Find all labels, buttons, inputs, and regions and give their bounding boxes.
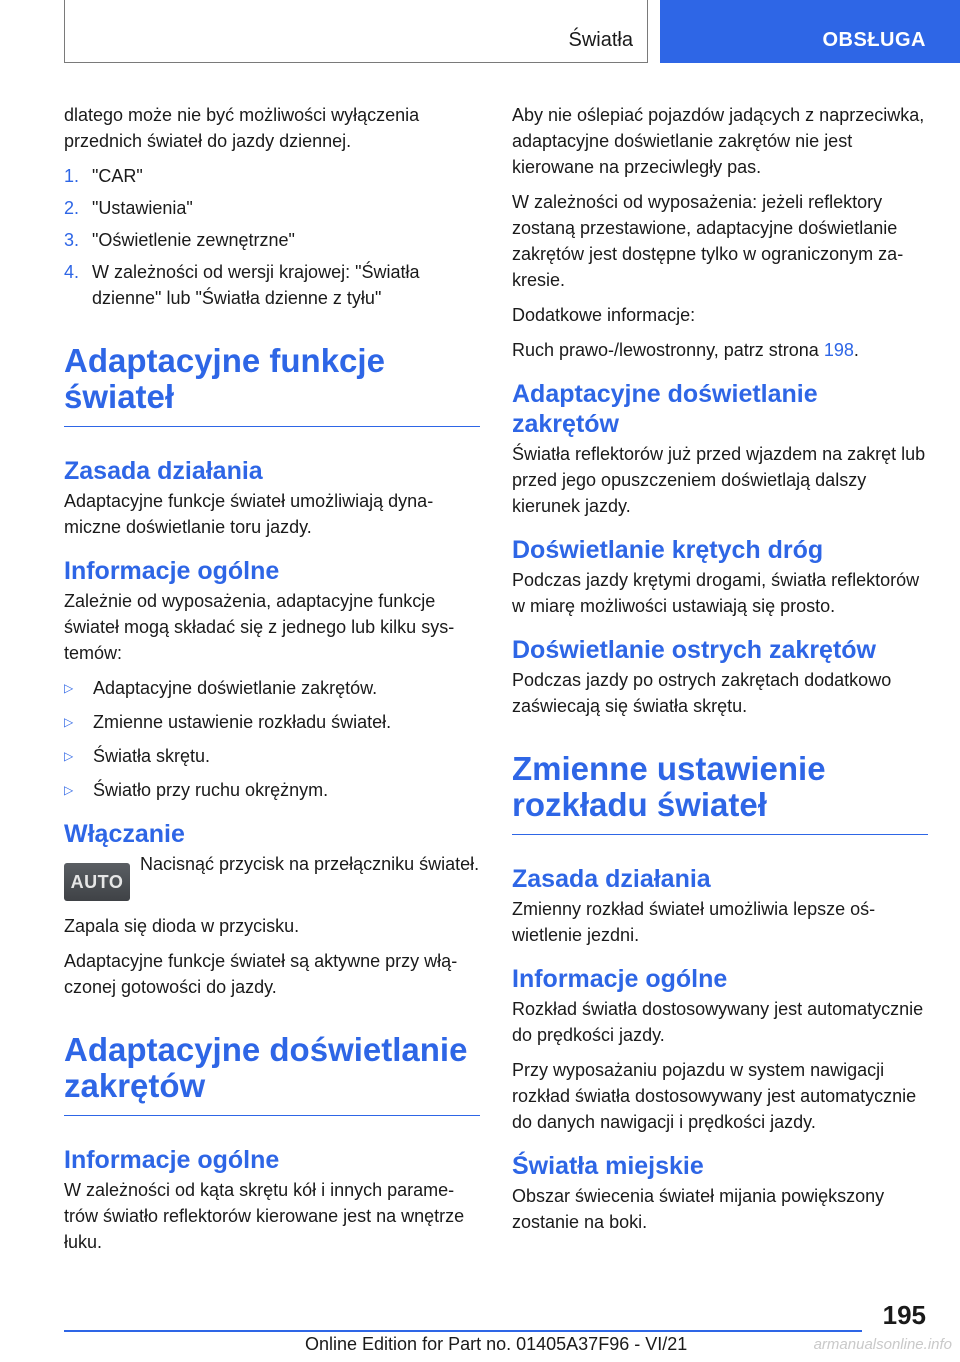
navigation-paragraph: Przy wyposażaniu pojazdu w system nawigacji rozkład światła dostosowywany jest automatycznie do danych nawigacji i prędkości jazdy.: [512, 1060, 917, 1132]
general-info-2-paragraph: W zależności od kąta skrętu kół i innych parametrów światło reflektorów kierowane jest na wnętrze łuku.: [64, 1180, 465, 1252]
active-paragraph: Adaptacyjne funkcje świateł są aktywne przy włączonej gotowości do jazdy.: [64, 951, 458, 997]
step-item: [64, 195, 480, 221]
heading-winding-roads: Doświetlanie krętych dróg: [512, 536, 824, 564]
triangle-bullet-icon: ▷: [64, 749, 74, 763]
heading-principle: Zasada działania: [64, 457, 263, 485]
step-number: 2.: [64, 198, 80, 218]
principle-paragraph: Adaptacyjne funkcje świateł umożliwiają dynamiczne doświetlanie toru jazdy.: [64, 491, 434, 537]
steps-list: [64, 163, 480, 311]
list-item: [64, 743, 480, 769]
step-text: "CAR": [92, 166, 143, 186]
equipment-paragraph: W zależności od wyposażenia: jeżeli reflektory zostaną przestawione, adaptacyjne doświetlanie zakrętów jest dostępne tylko w ograniczonym zakresie.: [512, 192, 904, 290]
step-item: [64, 259, 480, 311]
step-number: 1.: [64, 166, 80, 186]
traffic-reference: Ruch prawo-/lewostronny, patrz strona 198.: [512, 340, 859, 360]
heading-adaptive-functions: Adaptacyjne funkcje świateł: [64, 343, 480, 427]
list-item: [64, 777, 480, 803]
heading-principle-2: Zasada działania: [512, 865, 711, 893]
heading-adaptive-cornering: Adaptacyjne doświetlanie zakrętów: [64, 1032, 480, 1116]
sharp-bends-paragraph: Podczas jazdy po ostrych zakrętach dodatkowo zaświecają się światła skrętu.: [512, 670, 892, 716]
heading-general-info-3: Informacje ogólne: [512, 965, 728, 993]
step-text: "Oświetlenie zewnętrzne": [92, 230, 295, 250]
left-column: [64, 102, 480, 1264]
list-item-text: Światło przy ruchu okrężnym.: [93, 780, 329, 800]
step-item: [64, 163, 480, 189]
general-info-paragraph: Zależnie od wyposażenia, adaptacyjne funkcje świateł mogą składać się z jednego lub kilku systemów:: [64, 591, 455, 663]
step-number: 3.: [64, 230, 80, 250]
heading-city-lights: Światła miejskie: [512, 1152, 704, 1180]
footer-divider: [64, 1330, 862, 1332]
heading-sharp-bends: Doświetlanie ostrych zakrętów: [512, 636, 877, 664]
header-section-title: Światła: [568, 29, 633, 51]
list-item-text: Zmienne ustawienie rozkładu świateł.: [93, 712, 392, 732]
traffic-reference-text: Ruch prawo-/lewostronny, patrz strona: [512, 340, 824, 360]
list-item: [64, 709, 480, 735]
header-section-box: [64, 0, 648, 63]
city-lights-paragraph: Obszar świecenia świateł mijania powiększony zostanie na boki.: [512, 1186, 885, 1232]
auto-button-icon: AUTO: [64, 863, 130, 901]
speed-paragraph: Rozkład światła dostosowywany jest automatycznie do prędkości jazdy.: [512, 999, 924, 1045]
step-item: [64, 227, 480, 253]
triangle-bullet-icon: ▷: [64, 715, 74, 729]
systems-list: [64, 675, 480, 803]
page-link[interactable]: 198: [823, 340, 854, 360]
step-text: W zależności od wersji krajowej: "Światła dzienne" lub "Światła dzienne z tyłu": [92, 262, 420, 308]
heading-variable-light-distribution: Zmienne ustawienie rozkładu świateł: [512, 751, 928, 835]
list-item: [64, 675, 480, 701]
header-chapter-label: OBSŁUGA: [822, 29, 926, 51]
heading-general-info-2: Informacje ogólne: [64, 1146, 280, 1174]
intro-paragraph: dlatego może nie być możliwości wyłączenia przednich świateł do jazdy dziennej.: [64, 105, 420, 151]
auto-instruction-text: Nacisnąć przycisk na przełączniku świateł.: [140, 854, 480, 874]
header-chapter-tab[interactable]: [660, 0, 960, 63]
glare-paragraph: Aby nie oślepiać pojazdów jadących z naprzeciwka, adaptacyjne doświetlanie zakrętów nie jest kierowane na przeciwległy pas.: [512, 105, 925, 177]
additional-info-label: Dodatkowe informacje:: [512, 305, 696, 325]
heading-general-info: Informacje ogólne: [64, 557, 280, 585]
footer-edition: Online Edition for Part no. 01405A37F96 - VI/21: [305, 1334, 688, 1354]
principle-2-paragraph: Zmienny rozkład świateł umożliwia lepsze oświetlenie jezdni.: [512, 899, 876, 945]
page-number: 195: [882, 1300, 926, 1330]
step-number: 4.: [64, 262, 80, 282]
triangle-bullet-icon: ▷: [64, 681, 74, 695]
watermark-logo: armanualsonline.info: [813, 1336, 952, 1353]
list-item-text: Adaptacyjne doświetlanie zakrętów.: [93, 678, 378, 698]
right-column: [512, 102, 928, 1244]
winding-roads-paragraph: Podczas jazdy krętymi drogami, światła reflektorów w miarę możliwości ustawiają się prosto.: [512, 570, 920, 616]
triangle-bullet-icon: ▷: [64, 783, 74, 797]
list-item-text: Światła skrętu.: [93, 746, 211, 766]
step-text: "Ustawienia": [92, 198, 193, 218]
auto-instruction: [64, 851, 480, 901]
led-paragraph: Zapala się dioda w przycisku.: [64, 916, 300, 936]
heading-adaptive-cornering-lights: Adaptacyjne doświetlanie zakrętów: [512, 380, 818, 438]
heading-switching-on: Włączanie: [64, 820, 185, 848]
cornering-paragraph: Światła reflektorów już przed wjazdem na zakręt lub przed jego opuszczeniem doświetlają dalszy kierunek jazdy.: [512, 444, 926, 516]
